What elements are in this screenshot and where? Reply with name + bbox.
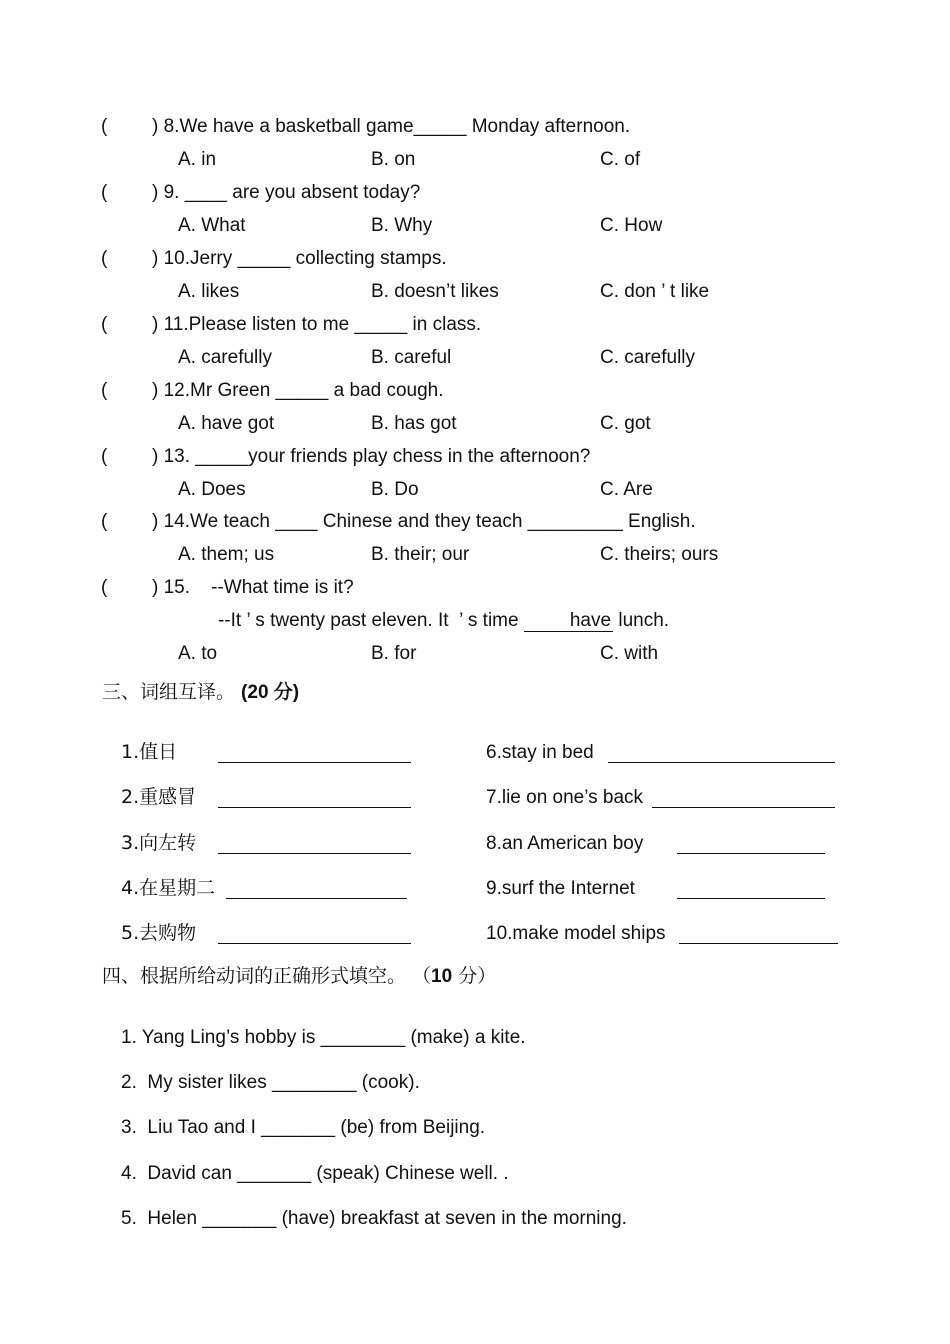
dialogue-reply bbox=[218, 611, 669, 630]
question-stem: ) 14.We teach ____ Chinese and they teach _________ English. bbox=[152, 511, 696, 532]
section-title: 三、词组互译。 bbox=[102, 681, 242, 703]
answer-paren-open: ( bbox=[101, 116, 108, 137]
phrase-item: 10.make model ships bbox=[486, 923, 666, 944]
fill-item: 3. Liu Tao and I _______ (be) from Beijing. bbox=[121, 1117, 486, 1138]
fill-item: 4. David can _______ (speak) Chinese well. . bbox=[121, 1163, 509, 1184]
question-stem: ) 15. --What time is it? bbox=[152, 577, 354, 598]
answer-blank[interactable] bbox=[679, 925, 838, 944]
option-b: B. for bbox=[371, 643, 417, 664]
option-a: A. them; us bbox=[178, 544, 275, 565]
answer-blank[interactable] bbox=[218, 744, 411, 763]
answer-paren-open: ( bbox=[101, 248, 108, 269]
answer-blank[interactable] bbox=[677, 835, 825, 854]
answer-paren-open: ( bbox=[101, 577, 108, 598]
option-b: B. on bbox=[371, 149, 416, 170]
option-c: C. got bbox=[600, 413, 651, 434]
option-b: B. Do bbox=[371, 479, 419, 500]
option-c: C. don ’ t like bbox=[600, 281, 710, 302]
reply-text: --It ’ s twenty past eleven. It ’ s time bbox=[218, 610, 524, 631]
section-score: (20 分) bbox=[241, 682, 300, 703]
section-3-heading bbox=[102, 683, 299, 702]
phrase-item: 8.an American boy bbox=[486, 833, 644, 854]
fill-item: 5. Helen _______ (have) breakfast at seven in the morning. bbox=[121, 1208, 627, 1229]
option-c: C. How bbox=[600, 215, 663, 236]
answer-blank[interactable] bbox=[677, 880, 825, 899]
phrase-item: 2.重感冒 bbox=[121, 786, 197, 808]
answer-paren-open: ( bbox=[101, 446, 108, 467]
section-4-heading bbox=[102, 967, 496, 986]
option-c: C. with bbox=[600, 643, 659, 664]
section-score: 10 bbox=[431, 966, 453, 987]
option-c: C. theirs; ours bbox=[600, 544, 719, 565]
option-a: A. in bbox=[178, 149, 217, 170]
option-a: A. carefully bbox=[178, 347, 272, 368]
answer-paren-open: ( bbox=[101, 380, 108, 401]
phrase-item: 5.去购物 bbox=[121, 922, 197, 944]
fill-item: 2. My sister likes ________ (cook). bbox=[121, 1072, 420, 1093]
option-b: B. has got bbox=[371, 413, 457, 434]
question-stem: ) 8.We have a basketball game_____ Monday afternoon. bbox=[152, 116, 631, 137]
section-title: 四、根据所给动词的正确形式填空。 （ bbox=[102, 965, 432, 987]
question-stem: ) 9. ____ are you absent today? bbox=[152, 182, 421, 203]
phrase-item: 7.lie on one’s back bbox=[486, 787, 644, 808]
option-c: C. Are bbox=[600, 479, 653, 500]
filled-blank: have bbox=[524, 610, 613, 632]
option-a: A. to bbox=[178, 643, 218, 664]
answer-blank[interactable] bbox=[652, 789, 835, 808]
question-stem: ) 11.Please listen to me _____ in class. bbox=[152, 314, 482, 335]
option-b: B. doesn’t likes bbox=[371, 281, 499, 302]
answer-blank[interactable] bbox=[218, 789, 411, 808]
option-b: B. Why bbox=[371, 215, 433, 236]
reply-tail: lunch. bbox=[613, 610, 670, 631]
answer-paren-open: ( bbox=[101, 511, 108, 532]
phrase-item: 1.值日 bbox=[121, 741, 178, 763]
option-a: A. Does bbox=[178, 479, 246, 500]
answer-paren-open: ( bbox=[101, 182, 108, 203]
answer-blank[interactable] bbox=[608, 744, 835, 763]
question-stem: ) 12.Mr Green _____ a bad cough. bbox=[152, 380, 444, 401]
option-c: C. carefully bbox=[600, 347, 696, 368]
option-a: A. What bbox=[178, 215, 246, 236]
phrase-item: 3.向左转 bbox=[121, 832, 197, 854]
option-b: B. careful bbox=[371, 347, 452, 368]
answer-blank[interactable] bbox=[218, 925, 411, 944]
option-a: A. likes bbox=[178, 281, 240, 302]
question-stem: ) 10.Jerry _____ collecting stamps. bbox=[152, 248, 447, 269]
phrase-item: 6.stay in bed bbox=[486, 742, 594, 763]
section-score-unit: 分） bbox=[452, 965, 497, 987]
fill-item: 1. Yang Ling’s hobby is ________ (make) a kite. bbox=[121, 1027, 526, 1048]
answer-blank[interactable] bbox=[218, 835, 411, 854]
question-stem: ) 13. _____your friends play chess in the afternoon? bbox=[152, 446, 591, 467]
answer-paren-open: ( bbox=[101, 314, 108, 335]
phrase-item: 4.在星期二 bbox=[121, 877, 216, 899]
option-c: C. of bbox=[600, 149, 641, 170]
phrase-item: 9.surf the Internet bbox=[486, 878, 635, 899]
answer-blank[interactable] bbox=[226, 880, 407, 899]
option-b: B. their; our bbox=[371, 544, 470, 565]
option-a: A. have got bbox=[178, 413, 275, 434]
